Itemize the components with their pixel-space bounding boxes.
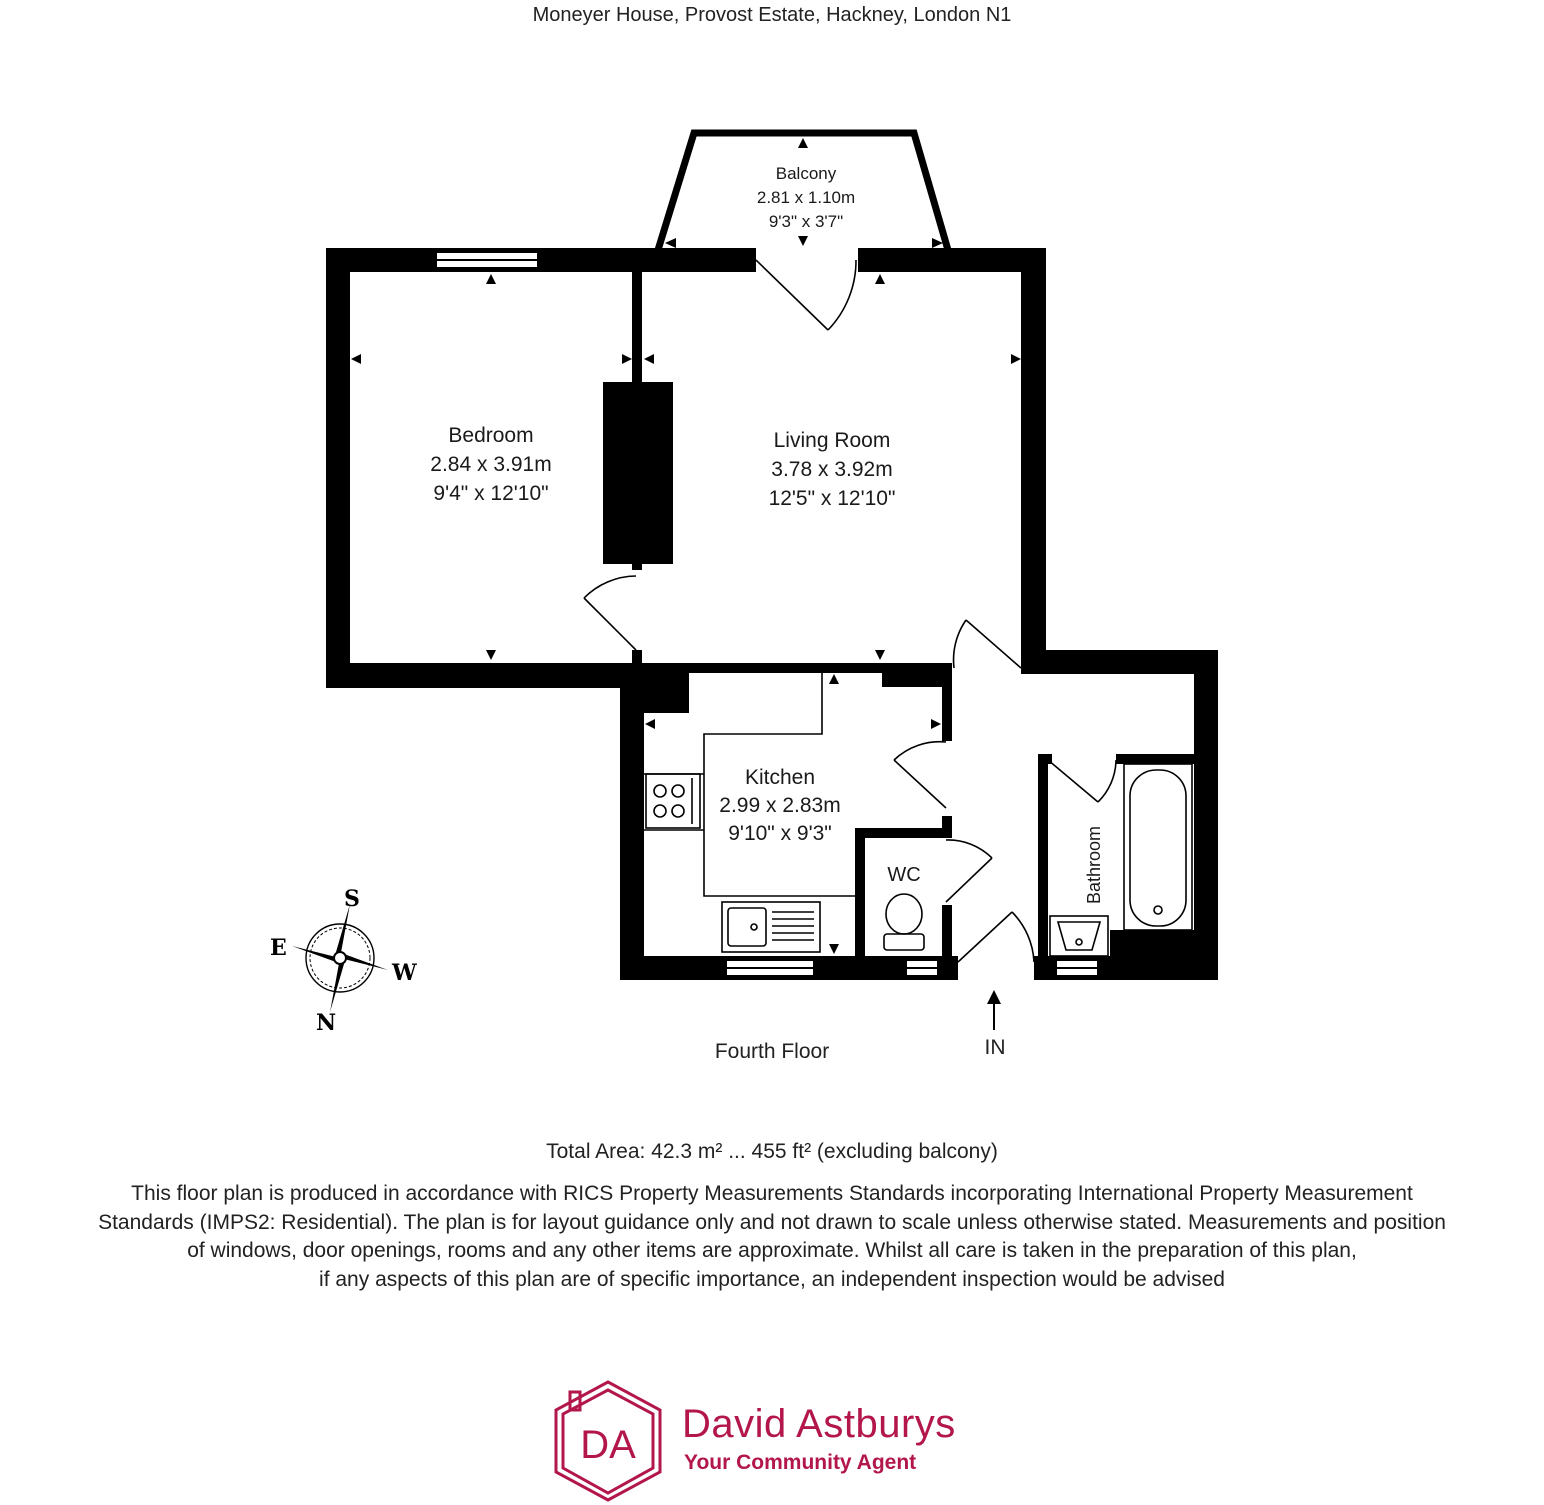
windows — [436, 252, 1098, 976]
svg-text:Bathroom: Bathroom — [1084, 825, 1104, 904]
room-label-bathroom — [1084, 826, 1104, 904]
page-title: Moneyer House, Provost Estate, Hackney, London N1 — [532, 4, 1012, 26]
svg-text:S: S — [344, 886, 360, 912]
room-label-kitchen — [719, 766, 840, 845]
room-label-living-room — [769, 429, 896, 510]
disclaimer-line: This floor plan is produced in accordance with RICS Property Measurements Standards incorporating International Property Measurement — [131, 1182, 1413, 1205]
logo-monogram: DA — [580, 1423, 636, 1467]
svg-text:2.84 x 3.91m: 2.84 x 3.91m — [430, 453, 552, 476]
svg-text:9'3" x 3'7": 9'3" x 3'7" — [768, 212, 844, 231]
total-area: Total Area: 42.3 m² ... 455 ft² (excluding balcony) — [546, 1140, 998, 1163]
brand-tagline: Your Community Agent — [684, 1451, 917, 1474]
svg-text:2.81 x 1.10m: 2.81 x 1.10m — [756, 188, 856, 207]
svg-text:Kitchen: Kitchen — [744, 766, 816, 789]
svg-text:9'10" x 9'3": 9'10" x 9'3" — [728, 822, 832, 845]
svg-text:Bedroom: Bedroom — [448, 424, 534, 447]
entrance-label: IN — [984, 1036, 1006, 1059]
disclaimer-line: if any aspects of this plan are of specific importance, an independent inspection would be advised — [319, 1267, 1225, 1291]
svg-text:Living Room: Living Room — [773, 429, 891, 452]
bath-icon — [1124, 764, 1192, 930]
floor-label: Fourth Floor — [714, 1040, 830, 1063]
sink-icon — [722, 902, 820, 952]
toilet-icon — [886, 894, 922, 934]
svg-text:9'4" x 12'10": 9'4" x 12'10" — [433, 482, 549, 505]
disclaimer — [0, 1180, 1544, 1294]
brand-name: David Astburys — [682, 1402, 956, 1446]
svg-text:N: N — [316, 1010, 337, 1036]
svg-text:W: W — [392, 960, 417, 986]
room-label-balcony — [757, 164, 855, 231]
disclaimer-line: of windows, door openings, rooms and any other items are approximate. Whilst all care is taken in the preparation of this plan, — [187, 1239, 1357, 1262]
room-label-bedroom — [430, 424, 551, 505]
svg-text:3.78 x 3.92m: 3.78 x 3.92m — [771, 458, 893, 481]
compass-icon — [292, 904, 388, 1012]
svg-text:WC: WC — [887, 864, 921, 886]
svg-text:Balcony: Balcony — [775, 164, 837, 183]
svg-text:12'5" x 12'10": 12'5" x 12'10" — [768, 487, 896, 510]
room-label-wc — [887, 864, 920, 886]
disclaimer-line: Standards (IMPS2: Residential). The plan is for layout guidance only and not drawn to scale unless otherwise stated. Measurements and position — [98, 1210, 1446, 1234]
entrance-arrow — [987, 990, 1001, 1030]
svg-text:2.99 x 2.83m: 2.99 x 2.83m — [719, 794, 841, 817]
svg-text:E: E — [270, 935, 287, 961]
